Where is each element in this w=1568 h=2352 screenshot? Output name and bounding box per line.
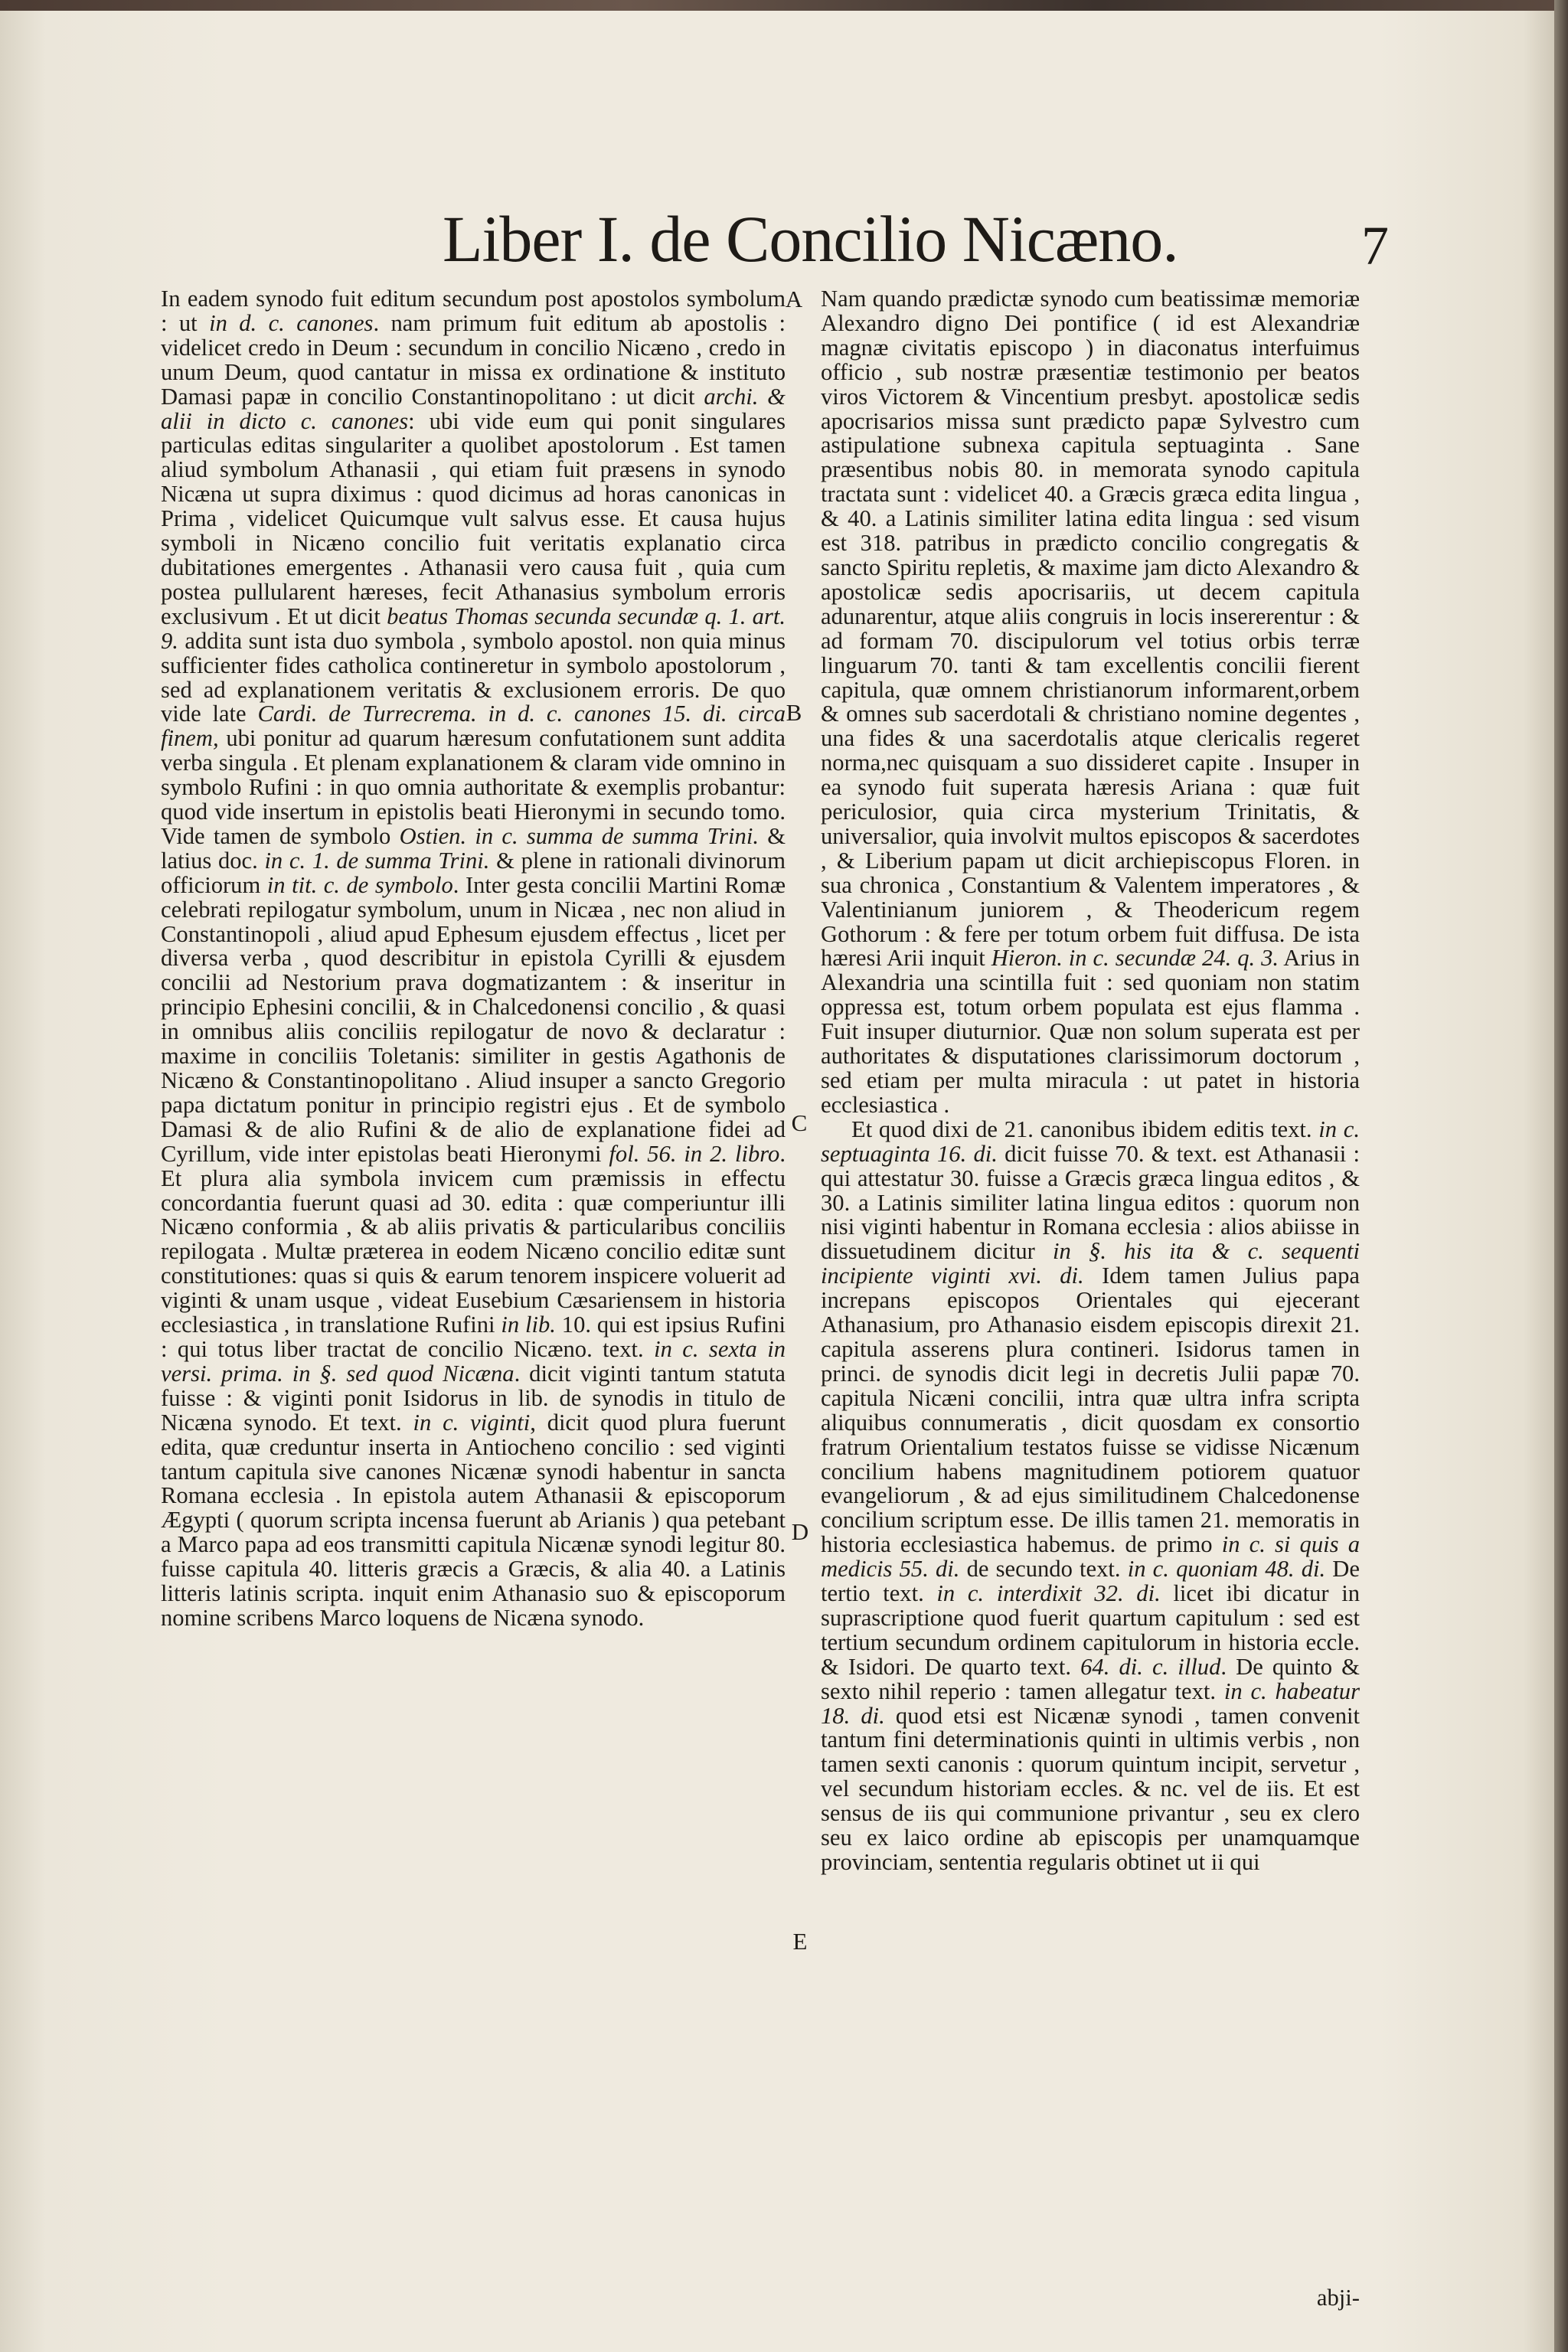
margin-marker-c: C [791, 1109, 808, 1136]
text-run: Et quod dixi de 21. canonibus ibidem editis text. [851, 1116, 1319, 1142]
margin-marker-a: A [785, 286, 803, 312]
text-run: dicit fuisse 70. & text. est Athanasii : qui attestatur 30. fuisse a Græcis græca lingua editos , & 30. a Latinis similiter latina lingua editos : quorum non nisi viginti habentur in Romana ecclesia : alios abiisse in dissuetudinem dicitur [821, 1140, 1360, 1265]
margin-marker-e: E [792, 1928, 808, 1955]
text-run: . Inter gesta concilii Martini Romæ celebrati repilogatur symbolum, unum in Nicæa , nec non aliud in Constantinopoli , aliud apud Ephesum ejusdem effectus , licet per diversa verba , quod describitur in epistola Cyrilli & ejusdem concilii ad Nestorium prava dogmatizantem : & inseritur in principio Ephesini concilii, & in Chalcedonensi concilio , & quasi in omnibus aliis conciliis repilogatur de novo & declaratur : maxime in conciliis Toletanis: similiter in gestis Agathonis de Nicæno & Constantinopolitano . Aliud insuper a sancto Gregorio papa dictatum ponitur in principio registri ejus . Et de symbolo Damasi & de alio Rufini & de alio de explanatione fidei ad Cyrillum, vide inter epistolas beati Hieronymi [161, 871, 786, 1167]
margin-marker-b: B [786, 699, 802, 726]
page-edge [1554, 0, 1568, 2352]
citation: in c. viginti [413, 1409, 531, 1436]
citation: in c. septuaginta 16. di. [821, 1116, 1360, 1167]
text-run: Nam quando prædictæ synodo cum beatissimæ memoriæ Alexandro digno Dei pontifice ( id est Alexandriæ magnæ civitatis episcopo ) in diaconatus interfuimus officio , sub nostræ præsentiæ testimonio per beatos viros Victorem & Vincentium presbyt. apostolicæ sedis apocrisarios missa sunt prædicto papæ Sylvestro cum astipulatione subnexa capitula septuaginta . Sane præsentibus nobis 80. in memorata synodo capitula tractata sunt : videlicet 40. a Græcis græca edita lingua , & 40. a Latinis similiter latina edita lingua : sed visum est 318. patribus in prædicto concilio congregatis & sancto Spiritu repletis, & maxime jam dicto Alexandro & apostolicæ sedis apocrisariis, ut decem capitula adunarentur, atque aliis congruis in locis insererentur : & ad formam 70. discipulorum vel totius orbis terræ linguarum 70. tanti & tam excellentis concilii fierent capitula, quæ omnem christianorum informarent,orbem & omnes sub sacerdotali & christiano nomine degentes , una fides & una sacerdotalis atque clericalis regeret norma,nec quisquam a suo dissideret capite . Insuper in ea synodo fuit superata hæresis Ariana : quæ fuit periculosior, quia circa mysterium Trinitatis, & universalior, quia involvit multos episcopos & sacerdotes , & Liberium papam ut dicit archiepiscopus Floren. in sua chronica , Constantium & Valentem imperatores , & Valentinianum juniorem , & Theodericum regem Gothorum : & fere per totum orbem fuit diffusa. De ista hæresi Arii inquit [821, 286, 1360, 972]
text-run: & plene in rationali divinorum officiorum [161, 847, 786, 898]
right-paragraph-1 [821, 287, 1360, 1118]
text-run: & latius doc. [161, 822, 786, 874]
text-run: ubi ponitur ad quarum hæresum confutationem sunt addita verba singula . Et plenam explanationem & claram vide omnino in symbolo Rufini : in quo omnia authoritate & exemplis probantur: quod vide insertum in epistolis beati Hieronymi in secundo tomo. Vide tamen de symbolo [161, 725, 786, 849]
citation: in c. habeatur 18. di. [821, 1677, 1360, 1729]
text-run: 10. qui est ipsius Rufini : qui totus liber tractat de concilio Nicæno. text. [161, 1312, 786, 1362]
page-number: 7 [1361, 215, 1389, 276]
text-run: . Et plura alia symbola invicem cum præmissis in effectu concordantia fuerunt quasi ad 30. edita : quæ comperiuntur illi Nicæno conformia , & ab aliis privatis & particularibus conciliis repilogata . Multæ præterea in eodem Nicæno concilio editæ sunt constitutiones: quas si quis & earum tenorem inspicere voluerit ad viginti & unam usque , videat Eusebium Cæsariensem in historia ecclesiastica , in translatione Rufini [161, 1140, 786, 1338]
right-paragraph-2 [821, 1118, 1360, 1875]
page-header [0, 201, 1554, 285]
text-run: Arius in Alexandria una scintilla fuit : sed quoniam non statim oppressa est, totum orbem populata est ejus flamma . Fuit insuper diuturnior. Quæ non solum superata est per authoritates & disputationes clarissimorum doctorum , sed etiam per multa miracula : ut patet in historia ecclesiastica . [821, 945, 1361, 1118]
citation: in c. interdixit 32. di. [936, 1580, 1161, 1607]
text-run: , dicit quod plura fuerunt edita, quæ creduntur inserta in Antiocheno concilio : sed viginti tantum capitula sive canones Nicænæ synodi habentur in sancta Romana ecclesia . In epistola autem Athanasii & episcoporum Ægypti ( quorum scripta incensa fuerunt ab Arianis ) qua petebant a Marco papa ad eos transmitti capitula Nicænæ synodi legitur 80. fuisse capitula 40. litteris græcis a Græcis, & alia 40. a Latinis litteris latinis scripta. inquit enim Athanasio suo & episcoporum nomine scribens Marco loquens de Nicæna synodo. [161, 1409, 786, 1631]
text-run: In eadem synodo fuit editum secundum post apostolos symbolum : ut [161, 286, 786, 336]
citation: Cardi. de Turrecrema. in d. c. canones 15. di. circa finem, [161, 701, 786, 752]
left-column [161, 287, 786, 1631]
citation: in lib. [501, 1312, 556, 1338]
citation: archi. & alii in dicto c. canones [161, 383, 786, 434]
catchword: abji- [1316, 2285, 1360, 2311]
citation: in §. his ita & c. sequenti incipiente viginti xvi. di. [821, 1238, 1360, 1289]
citation: in tit. c. de symbolo [266, 871, 453, 898]
text-run: de secundo text. [959, 1556, 1128, 1583]
margin-marker-d: D [791, 1518, 809, 1545]
citation: Hieron. in c. secundæ 24. q. 3. [991, 945, 1279, 972]
citation: in d. c. canones [209, 309, 374, 336]
citation: in c. quoniam 48. di. [1127, 1556, 1326, 1583]
text-run: quod etsi est Nicænæ synodi , tamen convenit tantum fini determinationis quinti in ultimis verbis , non tamen sexti canonis : quorum quintum incipit, servetur , vel secundum historiam eccles. & nc. vel de iis. Et est sensus de iis qui communione privantur , seu ex clero seu ex laico ordine ab episcopis per unamquamque provinciam, sententia regularis obtinet ut ii qui [821, 1702, 1360, 1875]
citation: 64. di. c. illud [1080, 1653, 1221, 1680]
text-run: licet ibi dicatur in suprascriptione quod fuerit quartum capitulum : sed est tertium secundum ordinem capitulorum in historia eccle. & Isidori. De quarto text. [821, 1580, 1360, 1680]
text-run: De tertio text. [821, 1556, 1360, 1607]
left-paragraph [161, 287, 786, 1631]
background-strip [0, 0, 1568, 11]
citation: in c. si quis a medicis 55. di. [821, 1531, 1360, 1583]
text-run: . dicit viginti tantum statuta fuisse : & viginti ponit Isidorus in lib. de synodis in titulo de Nicæna synodo. Et text. [161, 1360, 786, 1436]
citation: in c. 1. de summa Trini. [264, 847, 490, 874]
citation: beatus Thomas secunda secundæ q. 1. art. 9. [161, 603, 786, 654]
right-column [821, 287, 1360, 1875]
running-title: Liber I. de Concilio Nicæno. [443, 202, 1178, 276]
citation: fol. 56. in 2. libro [609, 1140, 780, 1167]
text-run: . De quinto & sexto nihil reperio : tamen allegatur text. [821, 1653, 1360, 1704]
text-run: : ubi vide eum qui ponit singulares particulas editas singulariter a quolibet apostolorum . Est tamen aliud symbolum Athanasii , qui etiam fuit præsens in synodo Nicæna ut supra diximus : quod dicimus ad horas canonicas in Prima , videlicet Quicumque vult salvus esse. Et causa hujus symboli in Nicæno concilio fuit veritatis explanatio circa dubitationes emergentes . Athanasii vero causa fuit , quia cum postea pullularent hæreses, fecit Athanasius symbolum erroris exclusivum . Et ut dicit [161, 407, 786, 629]
text-run: . nam primum fuit editum ab apostolis : videlicet credo in Deum : secundum in concilio Nicæno , credo in unum Deum, quod cantatur in missa ex ordinatione & instituto Damasi papæ in concilio Constantinopolitano : ut dicit [161, 309, 786, 410]
text-run: addita sunt ista duo symbola , symbolo apostol. non quia minus sufficienter fides catholica contineretur in symbolo apostolorum , sed ad explanationem veritatis & exclusionem erroris. De quo vide late [161, 627, 786, 727]
citation: in c. sexta in versi. prima. in §. sed quod Nicæna [161, 1335, 786, 1387]
citation: Ostien. in c. summa de summa Trini. [399, 822, 759, 849]
text-run: Idem tamen Julius papa increpans episcopos Orientales qui ejecerant Athanasium, pro Athanasio eisdem episcopis direxit 21. capitula asserens plura contineri. Isidorus tamen in princi. de synodis dicit legi in decretis Julii papæ 70. capitula Nicæni concilii, intra quæ ultra infra scripta aliquibus connumeratis , dicit quosdam ex consortio fratrum Orientalium testatos fuisse se vidisse Nicænum concilium habens magnitudinem potiorem quatuor evangeliorum , & ad ejus similitudinem Chalcedonense concilium scriptum esse. De illis tamen 21. memoratis in historia ecclesiastica habemus. de primo [821, 1263, 1360, 1558]
